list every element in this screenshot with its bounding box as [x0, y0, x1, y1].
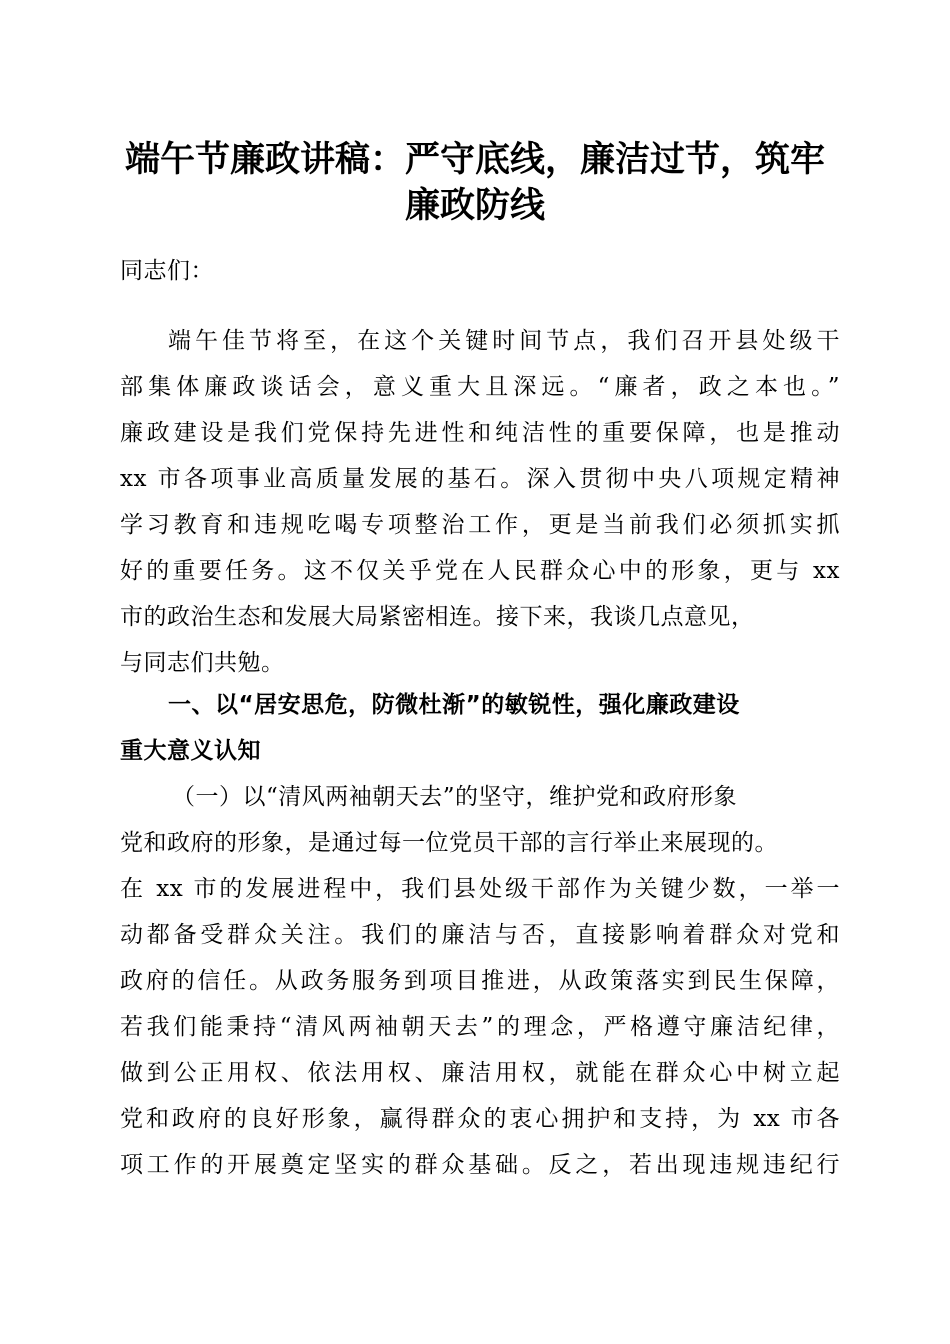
paragraph-2-line: 动都备受群众关注。我们的廉洁与否，直接影响着群众对党和: [120, 922, 840, 948]
paragraph-1-line: 好的重要任务。这不仅关乎党在人民群众心中的形象，更与 xx: [120, 558, 840, 584]
section-heading-1: 一、以“居安思危，防微杜渐”的敏锐性，强化廉政建设: [168, 692, 740, 718]
paragraph-1-line: 端午佳节将至，在这个关键时间节点，我们召开县处级干: [168, 328, 840, 354]
paragraph-2-line: 在 xx 市的发展进程中，我们县处级干部作为关键少数，一举一: [120, 876, 840, 902]
subsection-heading-1: （一）以“清风两袖朝天去”的坚守，维护党和政府形象: [172, 784, 738, 810]
paragraph-1-line: 与同志们共勉。: [120, 650, 285, 676]
document-title-line-2: 廉政防线: [404, 185, 545, 226]
paragraph-2-line: 党和政府的形象，是通过每一位党员干部的言行举止来展现的。: [120, 830, 778, 856]
paragraph-2-line: 政府的信任。从政务服务到项目推进，从政策落实到民生保障，: [120, 968, 840, 994]
document-title-line-1: 端午节廉政讲稿：严守底线，廉洁过节，筑牢: [124, 139, 825, 180]
paragraph-2-line: 做到公正用权、依法用权、廉洁用权，就能在群众心中树立起: [120, 1060, 840, 1086]
paragraph-1-line: 部集体廉政谈话会，意义重大且深远。“廉者，政之本也。”: [120, 374, 840, 400]
paragraph-1-line: 市的政治生态和发展大局紧密相连。接下来，我谈几点意见，: [120, 604, 755, 630]
paragraph-1-line: 学习教育和违规吃喝专项整治工作，更是当前我们必须抓实抓: [120, 512, 840, 538]
paragraph-2-line: 若我们能秉持“清风两袖朝天去”的理念，严格遵守廉洁纪律，: [120, 1014, 840, 1040]
paragraph-1-line: xx 市各项事业高质量发展的基石。深入贯彻中央八项规定精神: [120, 466, 840, 492]
paragraph-1-line: 廉政建设是我们党保持先进性和纯洁性的重要保障，也是推动: [120, 420, 840, 446]
salutation: 同志们：: [120, 258, 214, 284]
paragraph-2-line: 项工作的开展奠定坚实的群众基础。反之，若出现违规违纪行: [120, 1152, 840, 1178]
section-heading-1-continued: 重大意义认知: [120, 738, 261, 764]
paragraph-2-line: 党和政府的良好形象，赢得群众的衷心拥护和支持，为 xx 市各: [120, 1106, 840, 1132]
